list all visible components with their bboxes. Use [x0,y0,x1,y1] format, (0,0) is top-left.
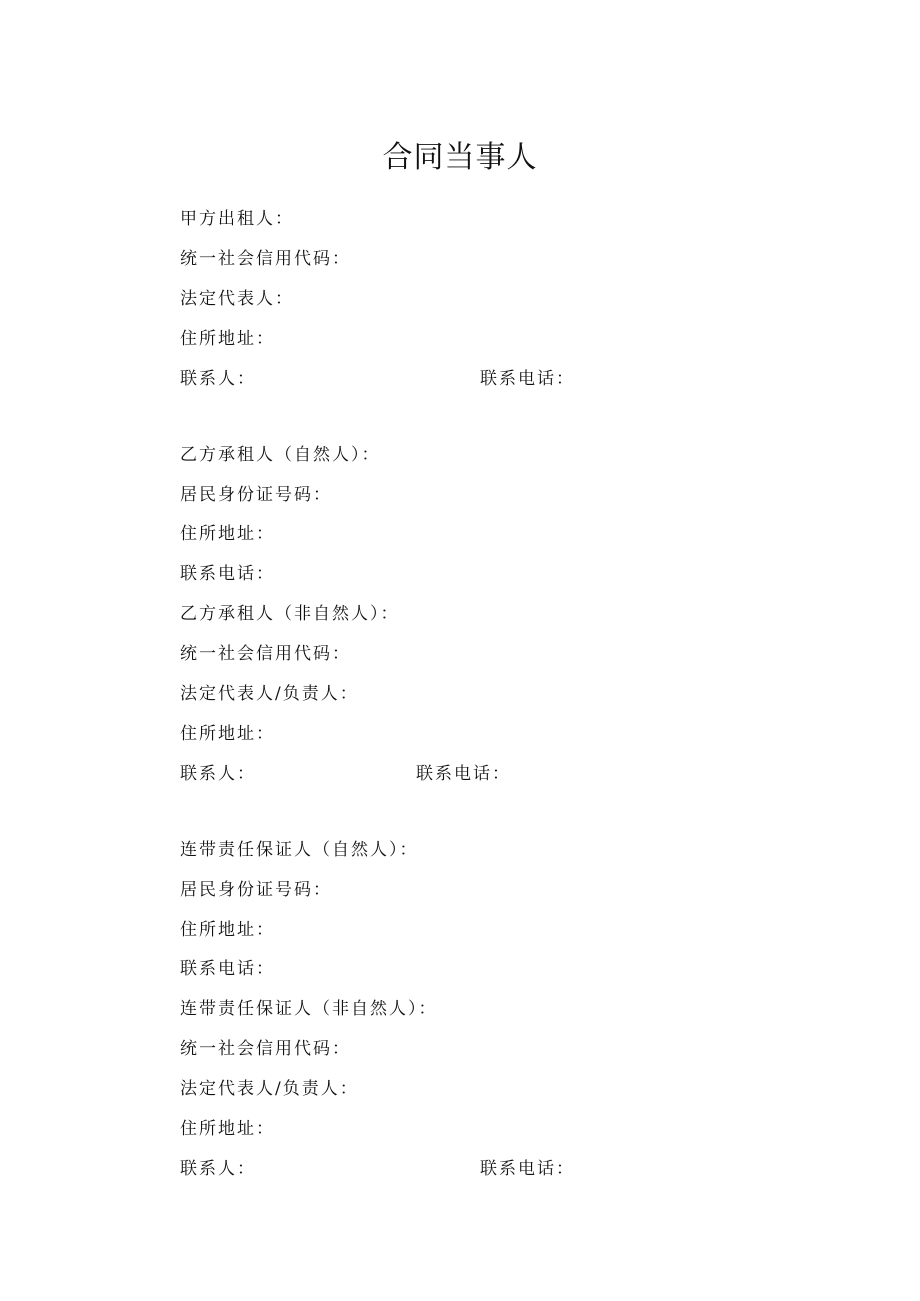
party-a-phone-label: 联系电话： [480,369,575,389]
guarantor-legal-credit-code-label: 统一社会信用代码： [180,1039,351,1059]
party-b-natural-heading: 乙方承租人（自然人）： [180,445,381,465]
party-b-legal-phone-label: 联系电话： [416,764,511,784]
guarantor-legal-phone-label: 联系电话： [480,1159,575,1179]
guarantor-natural-id-label: 居民身份证号码： [180,880,332,900]
party-a-heading: 甲方出租人： [180,209,294,229]
party-b-legal-heading: 乙方承租人（非自然人）： [180,604,400,624]
party-b-legal-credit-code-label: 统一社会信用代码： [180,644,351,664]
guarantor-legal-heading: 连带责任保证人（非自然人）： [180,999,438,1019]
party-a-credit-code-label: 统一社会信用代码： [180,249,351,269]
guarantor-natural-address-label: 住所地址： [180,920,275,940]
party-a-contact-label: 联系人： [180,369,256,389]
party-b-legal-address-label: 住所地址： [180,724,275,744]
guarantor-legal-contact-label: 联系人： [180,1159,256,1179]
party-a-contact-row [180,367,575,391]
page-title: 合同当事人 [382,140,538,175]
party-b-natural-phone-label: 联系电话： [180,564,275,584]
guarantor-natural-phone-label: 联系电话： [180,959,275,979]
party-a-legal-rep-label: 法定代表人： [180,289,294,309]
guarantor-natural-heading: 连带责任保证人（自然人）： [180,840,419,860]
party-b-natural-address-label: 住所地址： [180,524,275,544]
guarantor-legal-contact-row [180,1157,575,1181]
party-b-natural-id-label: 居民身份证号码： [180,485,332,505]
party-b-legal-contact-row [180,762,511,786]
party-a-address-label: 住所地址： [180,329,275,349]
guarantor-legal-address-label: 住所地址： [180,1119,275,1139]
party-b-legal-contact-label: 联系人： [180,764,256,784]
guarantor-legal-rep-label: 法定代表人/负责人： [180,1079,359,1099]
party-b-legal-rep-label: 法定代表人/负责人： [180,684,359,704]
